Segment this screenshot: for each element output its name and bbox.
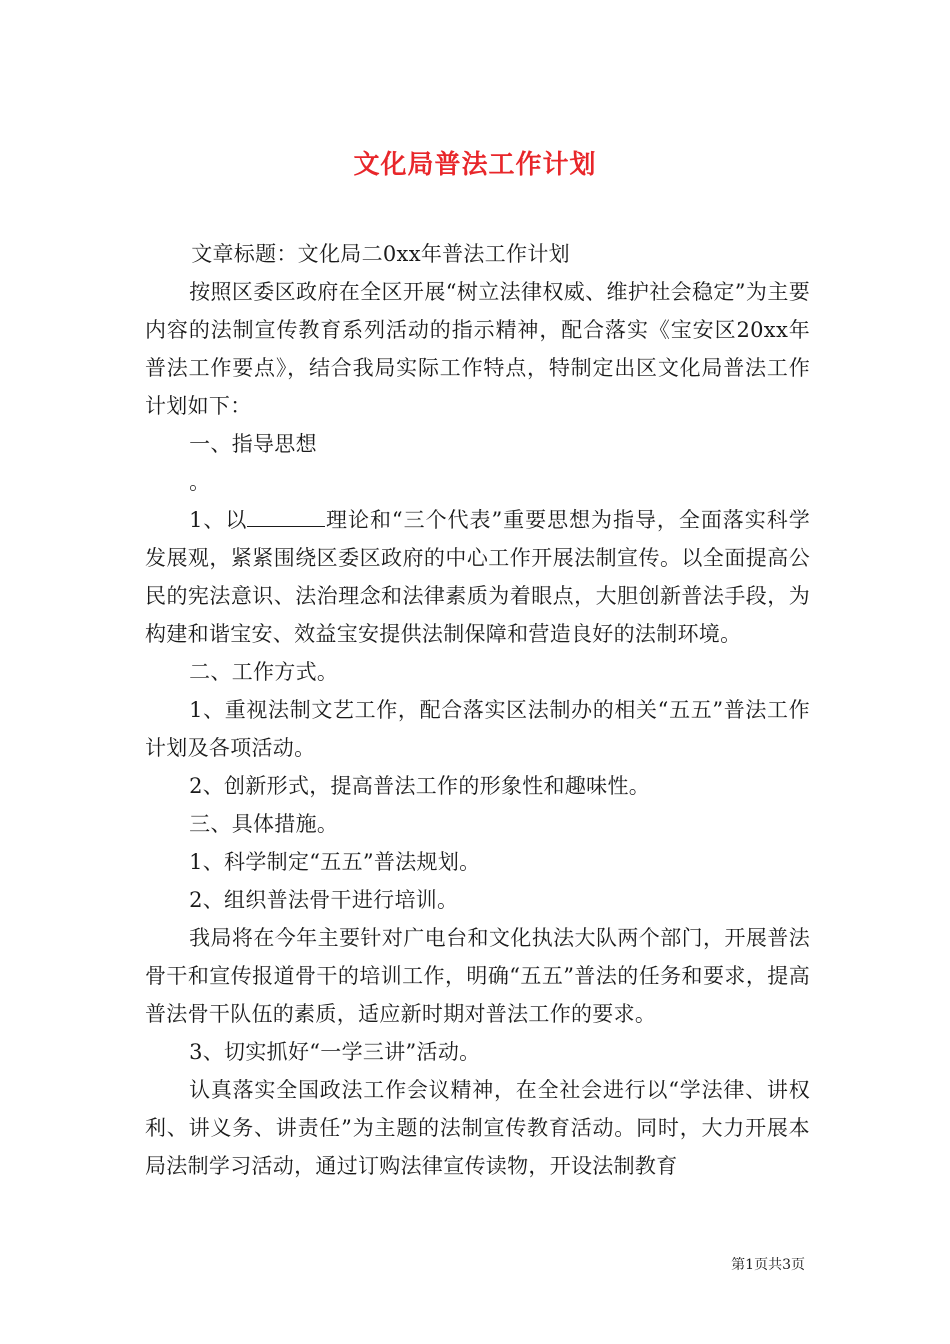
document-title: 文化局普法工作计划 [353, 150, 597, 181]
intro-paragraph: 按照区委区政府在全区开展“树立法律权威、维护社会稳定”为主要内容的法制宣传教育系列活动的指示精神，配合落实《宝安区20xx年普法工作要点》，结合我局实际工作特点，特制定出区文化局普法工作计划如下： [145, 280, 810, 418]
measure-item-3-detail: 认真落实全国政法工作会议精神，在全社会进行以“学法律、讲权利、讲义务、讲责任”为主题的法制宣传教育活动。同时，大力开展本局法制学习活动，通过订购法律宣传读物，开设法制教育 [145, 1078, 810, 1178]
measure-item-2-detail: 我局将在今年主要针对广电台和文化执法大队两个部门，开展普法骨干和宣传报道骨干的培训工作，明确“五五”普法的任务和要求，提高普法骨干队伍的素质，适应新时期对普法工作的要求。 [145, 926, 810, 1026]
measure-item-2: 2、组织普法骨干进行培训。 [189, 888, 459, 912]
fill-in-blank [247, 504, 325, 527]
work-method-item-1: 1、重视法制文艺工作，配合落实区法制办的相关“五五”普法工作计划及各项活动。 [145, 698, 810, 760]
work-method-item-2: 2、创新形式，提高普法工作的形象性和趣味性。 [189, 774, 651, 798]
measure-item-3: 3、切实抓好“一学三讲”活动。 [189, 1040, 481, 1064]
stray-period-line: 。 [189, 470, 211, 494]
section-heading-guiding-thought: 一、指导思想 [189, 432, 317, 456]
section-heading-measures: 三、具体措施。 [189, 812, 339, 836]
document-body [145, 235, 810, 1185]
section-heading-work-method: 二、工作方式。 [189, 660, 339, 684]
guiding-thought-lead: 1、以 [189, 508, 248, 532]
measure-item-1: 1、科学制定“五五”普法规划。 [189, 850, 481, 874]
page-number: 第1页共3页 [731, 1257, 805, 1273]
guiding-thought-paragraph [145, 501, 810, 653]
guiding-thought-rest: 理论和“三个代表”重要思想为指导，全面落实科学发展观，紧紧围绕区委区政府的中心工作开展法制宣传。以全面提高公民的宪法意识、法治理念和法律素质为着眼点，大胆创新普法手段，为构建和谐宝安、效益宝安提供法制保障和营造良好的法制环境。 [145, 508, 811, 646]
article-caption: 文章标题：文化局二0xx年普法工作计划 [191, 242, 570, 266]
